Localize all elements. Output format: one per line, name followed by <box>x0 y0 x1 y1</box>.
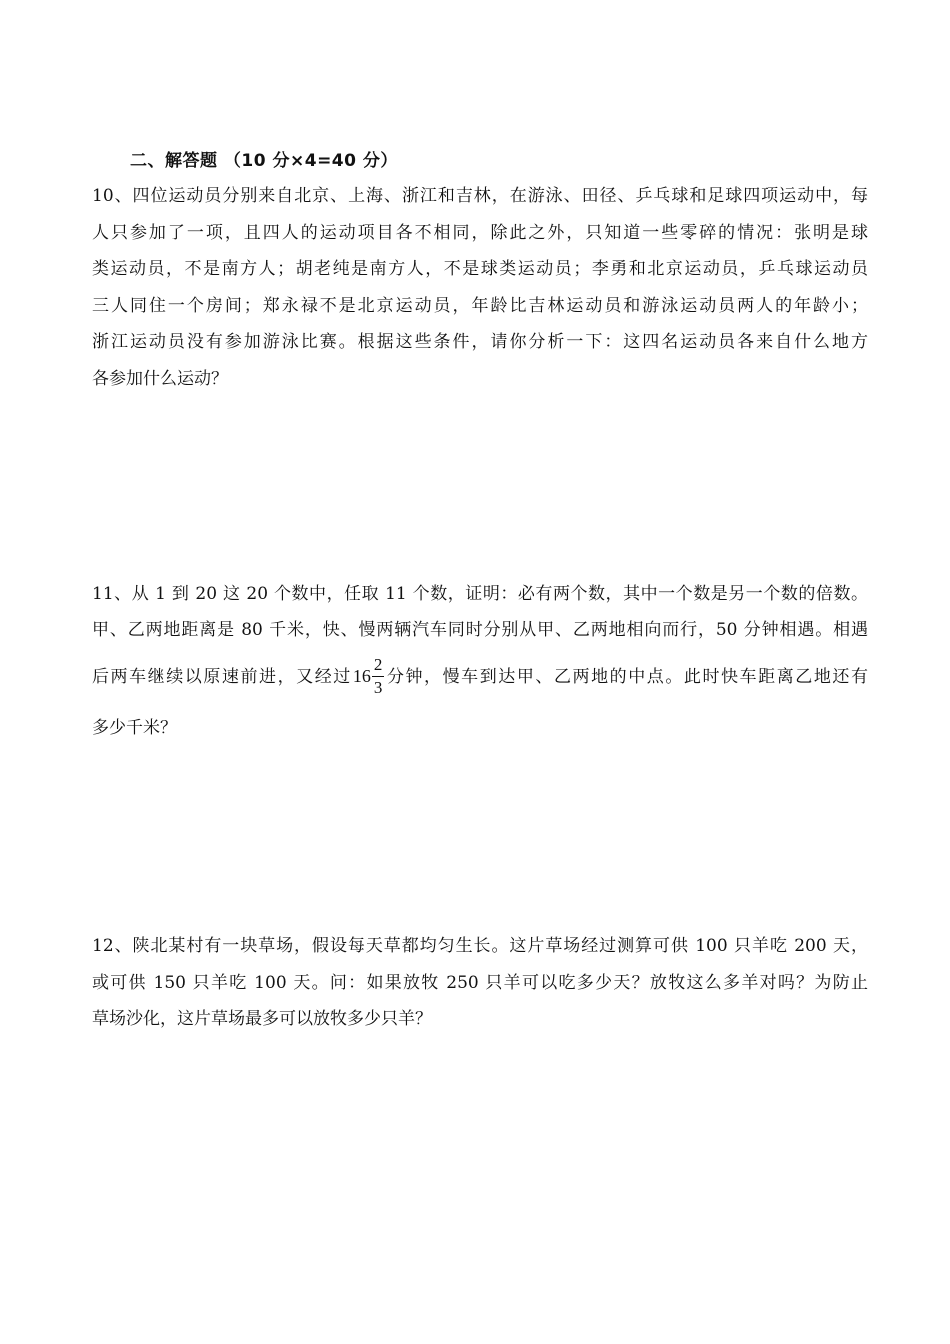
question-11-line-4: 多少千米？ <box>92 718 177 738</box>
question-10-line-5: 浙江运动员没有参加游泳比赛。根据这些条件，请你分析一下：这四名运动员各来自什么地方 <box>92 332 868 352</box>
question-10-line-2: 人只参加了一项，且四人的运动项目各不相同，除此之外，只知道一些零碎的情况：张明是球 <box>92 222 868 243</box>
question-11-line-3-end: 分钟，慢车到达甲、乙两地的中点。此时快车距离乙地还有 <box>385 667 868 688</box>
fraction-denominator: 3 <box>373 677 383 697</box>
question-12 <box>92 928 868 1038</box>
fraction-numerator: 2 <box>373 654 383 674</box>
question-10-line-4: 三人同住一个房间；郑永禄不是北京运动员，年龄比吉林运动员和游泳运动员两人的年龄小； <box>92 295 868 316</box>
question-12-line-2: 或可供 150 只羊吃 100 天。问：如果放牧 250 只羊可以吃多少天？放牧这么多羊对吗？为防止 <box>92 972 868 993</box>
mixed-number <box>353 646 385 705</box>
question-10-line-6: 各参加什么运动？ <box>92 368 228 389</box>
fraction-bar <box>372 676 384 677</box>
question-11-line-3-start: 后两车继续以原速前进，又经过 <box>92 667 352 688</box>
mixed-number-whole: 16 <box>352 666 371 687</box>
question-10 <box>92 178 868 397</box>
question-11-line-2: 甲、乙两地距离是 80 千米，快、慢两辆汽车同时分别从甲、乙两地相向而行，50 分钟相遇。相遇 <box>92 620 868 640</box>
question-11-line-1: 11、从 1 到 20 这 20 个数中，任取 11 个数，证明：必有两个数，其中一个数是另一个数的倍数。 <box>92 584 868 604</box>
question-12-line-3: 草场沙化，这片草场最多可以放牧多少只羊？ <box>92 1009 432 1029</box>
question-11 <box>92 576 868 746</box>
question-11-line-3 <box>92 648 868 706</box>
section-title: 二、解答题 （10 分×4=40 分） <box>130 151 398 171</box>
fraction <box>372 655 385 698</box>
question-10-line-3: 类运动员，不是南方人；胡老纯是南方人，不是球类运动员；李勇和北京运动员，乒乓球运动员 <box>92 259 868 279</box>
question-10-line-1: 10、四位运动员分别来自北京、上海、浙江和吉林，在游泳、田径、乒乓球和足球四项运动中，每 <box>92 186 868 206</box>
question-12-line-1: 12、陕北某村有一块草场，假设每天草都均匀生长。这片草场经过测算可供 100 只羊吃 200 天， <box>92 936 868 956</box>
